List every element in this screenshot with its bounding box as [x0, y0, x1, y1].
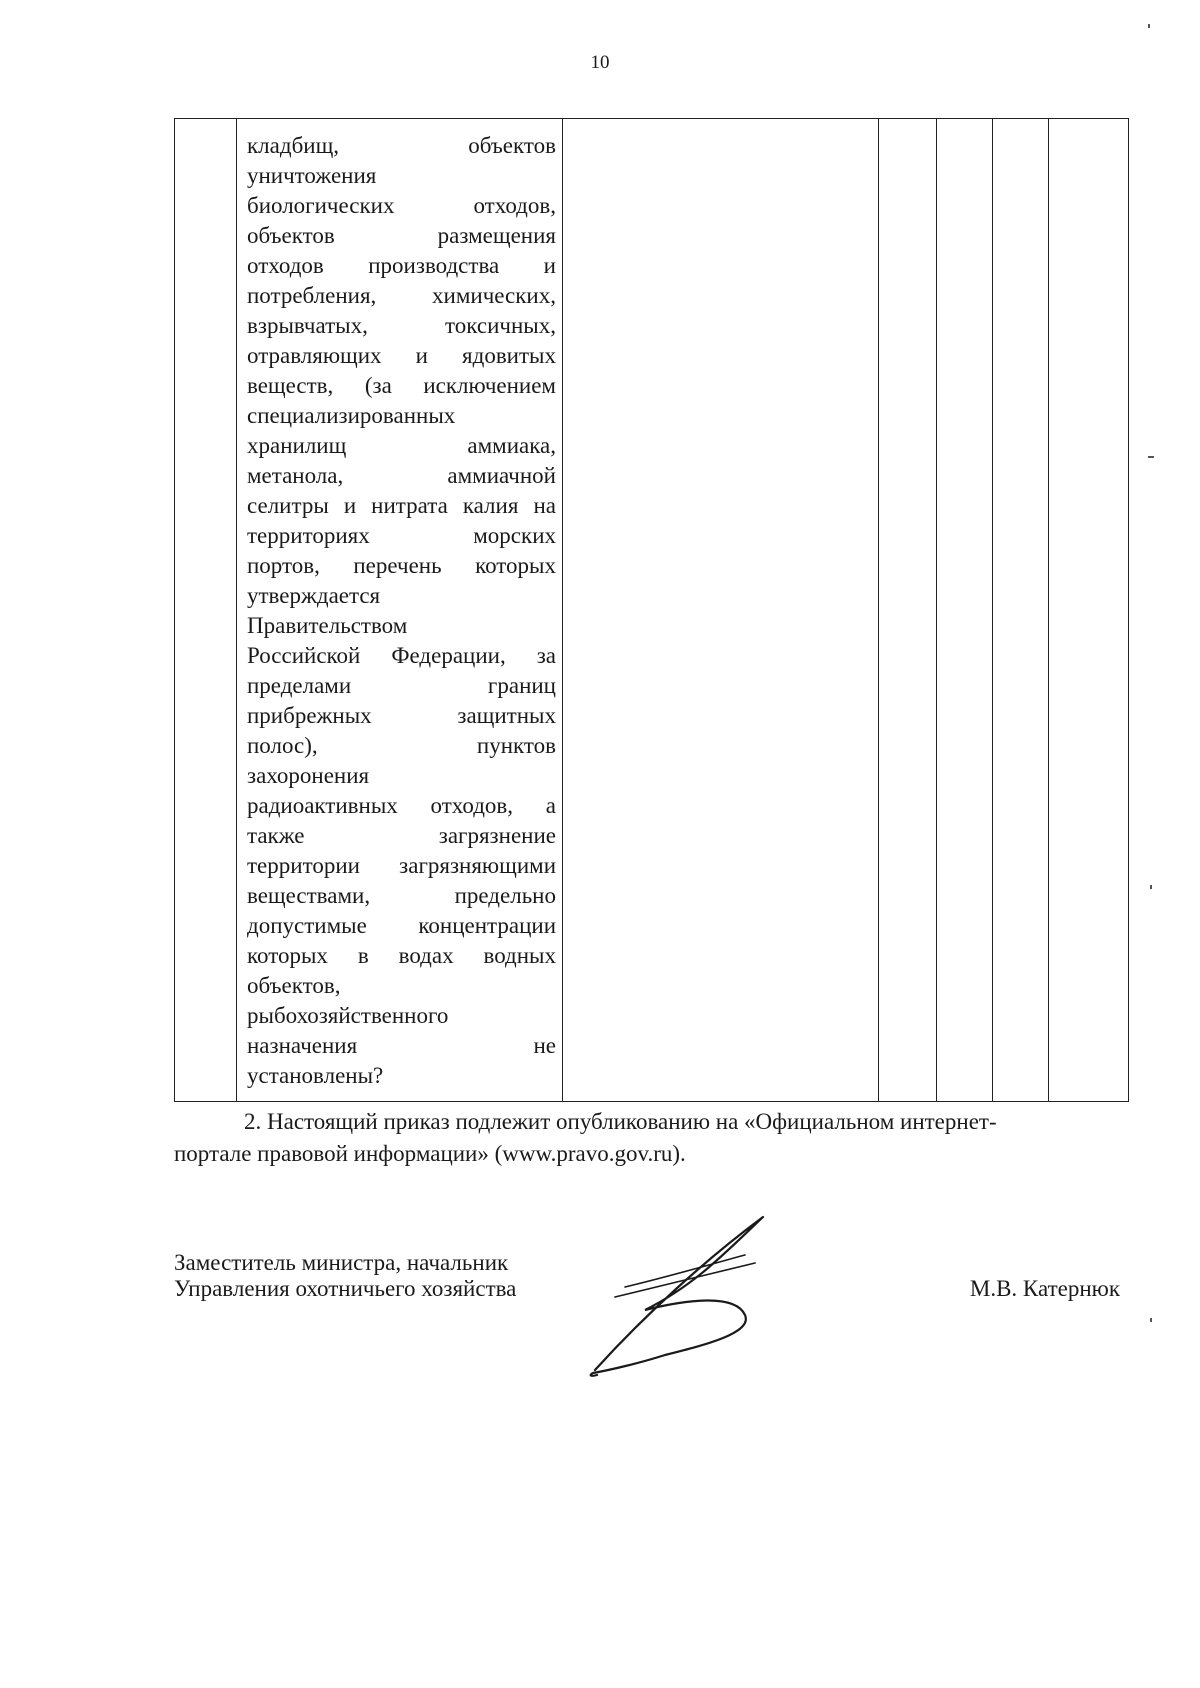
handwritten-signature [585, 1205, 825, 1395]
question-line-start: полос), [247, 733, 318, 758]
question-line-start: назначения [247, 1033, 358, 1058]
table-cell-requirements [563, 119, 879, 1102]
question-line-start: хранилищ [247, 433, 347, 458]
question-line [247, 701, 556, 731]
question-line-start: взрывчатых, [247, 313, 368, 338]
table-cell-no [937, 119, 993, 1102]
question-line: потребления, химических, [247, 283, 556, 308]
question-line: которых в водах водных [247, 943, 556, 968]
question-line-end: защитных [457, 703, 556, 728]
question-line-end: границ [487, 673, 556, 698]
question-line-end: загрязнение [438, 823, 556, 848]
question-line [247, 431, 556, 461]
question-line: селитры и нитрата калия на [247, 493, 556, 518]
question-line-start: метанола, [247, 463, 344, 488]
paragraph-line-1: 2. Настоящий приказ подлежит опубликованию на «Официальном интернет- [244, 1109, 997, 1134]
table-cell-yes [879, 119, 937, 1102]
question-line [247, 461, 556, 491]
table-cell-question [237, 119, 563, 1102]
question-line: уничтожения [247, 163, 377, 188]
question-line-start: пределами [247, 673, 352, 698]
question-line-start: веществами, [247, 883, 371, 908]
scan-speck [1150, 1318, 1152, 1322]
question-line [247, 1031, 556, 1061]
question-line: Правительством [247, 613, 408, 638]
document-table [174, 118, 1129, 1102]
question-line: специализированных [247, 403, 456, 428]
question-line-end: размещения [437, 223, 556, 248]
paragraph-line-2: портале правовой информации» (www.pravo.gov.ru). [174, 1141, 686, 1166]
question-line-start: кладбищ, [247, 133, 340, 158]
question-line-end: предельно [454, 883, 556, 908]
question-line-end: объектов [468, 133, 556, 158]
question-line [247, 221, 556, 251]
question-line [247, 521, 556, 551]
table-row [175, 119, 1129, 1102]
question-line-end: аммиачной [447, 463, 556, 488]
signatory-title-line-1: Заместитель министра, начальник [174, 1250, 509, 1275]
question-line-end: пунктов [476, 733, 556, 758]
scan-speck [1150, 885, 1152, 889]
signatory-title [174, 1250, 516, 1302]
question-line: рыбохозяйственного [247, 1003, 449, 1028]
question-line-start: прибрежных [247, 703, 372, 728]
question-line-end: аммиака, [467, 433, 556, 458]
question-line: территории загрязняющими [247, 853, 556, 878]
question-line: веществ, (за исключением [247, 373, 556, 398]
signatory-name: М.В. Катернюк [969, 1276, 1120, 1301]
question-text [237, 119, 562, 1091]
question-line-end: морских [473, 523, 556, 548]
question-line-start: территориях [247, 523, 370, 548]
question-line: объектов, [247, 973, 341, 998]
question-line: утверждается [247, 583, 381, 608]
question-line [247, 311, 556, 341]
question-line: захоронения [247, 763, 370, 788]
table-cell-note [1049, 119, 1129, 1102]
question-line: допустимые концентрации [247, 913, 556, 938]
question-line [247, 821, 556, 851]
question-line: Российской Федерации, за [247, 643, 556, 668]
question-line: отходов производства и [247, 253, 556, 278]
question-line [247, 731, 556, 761]
question-line: отравляющих и ядовитых [247, 343, 556, 368]
question-line [247, 881, 556, 911]
scan-speck [1148, 24, 1150, 28]
question-line [247, 671, 556, 701]
question-line [247, 131, 556, 161]
question-line: радиоактивных отходов, а [247, 793, 556, 818]
question-line-end: не [533, 1033, 556, 1058]
question-line-start: объектов [247, 223, 335, 248]
question-line: установлены? [247, 1063, 384, 1088]
table-cell-number [175, 119, 237, 1102]
question-line: портов, перечень которых [247, 553, 556, 578]
question-line [247, 191, 556, 221]
scan-speck [1148, 456, 1154, 458]
signatory-title-line-2: Управления охотничьего хозяйства [174, 1276, 517, 1301]
page-number: 10 [590, 52, 610, 73]
question-line-end: токсичных, [445, 313, 556, 338]
table-cell-na [993, 119, 1049, 1102]
question-line-start: также [247, 823, 305, 848]
publication-paragraph [174, 1106, 1128, 1170]
question-line-start: биологических [247, 193, 395, 218]
question-line-end: отходов, [473, 193, 556, 218]
